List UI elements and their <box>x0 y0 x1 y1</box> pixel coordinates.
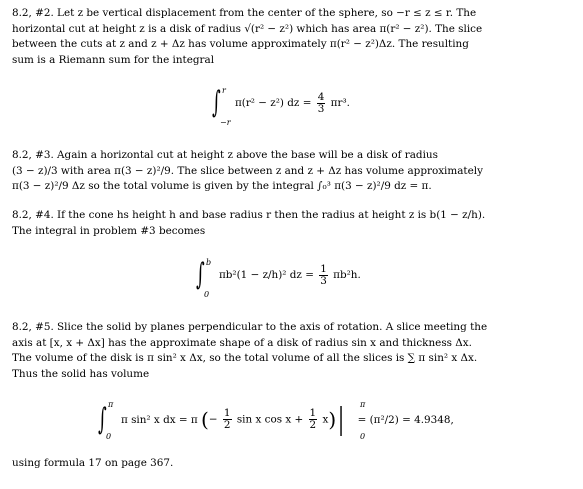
evaluation-bar: | <box>338 402 345 437</box>
integral-lower-limit: 0 <box>106 432 112 441</box>
integrand: π(r² − z²) dz = <box>234 97 312 109</box>
evaluation-upper-limit: π <box>360 400 366 409</box>
numerator: 1 <box>309 407 317 419</box>
text-line: 8.2, #2. Let z be vertical displacement from the center of the sphere, so −r ≤ z ≤ r. The <box>12 7 477 19</box>
paragraph-closing <box>12 456 568 472</box>
fraction <box>309 408 318 431</box>
equation-tail: = (π²/2) = 4.9348, <box>357 413 454 426</box>
text-line: 8.2, #3. Again a horizontal cut at height z above the base will be a disk of radius <box>12 149 438 161</box>
equation-solid-volume <box>98 400 454 441</box>
integrand: πb²(1 − z/h)² dz = <box>218 269 314 281</box>
fraction <box>317 92 326 115</box>
text-line: Thus the solid has volume <box>12 367 150 380</box>
equation-tail: πr³. <box>330 97 350 109</box>
integral-sign: ∫ <box>98 401 107 437</box>
text-line: horizontal cut at height z is a disk of radius √(r² − z²) which has area π(r² − z²). The slice <box>12 22 483 35</box>
text-line: between the cuts at z and z + Δz has volume approximately π(r² − z²)Δz. The resulting <box>12 38 469 51</box>
integral-lower-limit: 0 <box>204 290 210 299</box>
equation-sphere-volume <box>212 85 350 127</box>
equation-middle: sin x cos x + <box>236 413 304 426</box>
equation-middle-2: x <box>322 413 329 426</box>
fraction <box>223 408 232 431</box>
integrand: π sin² x dx = π <box>120 413 198 426</box>
numerator: 1 <box>320 262 327 275</box>
integral-sign: ∫ <box>212 85 221 120</box>
text-line: The integral in problem #3 becomes <box>12 224 206 237</box>
equation-tail: πb²h. <box>333 269 361 281</box>
text-line: (3 − z)/3 with area π(3 − z)²/9. The slice between z and z + Δz has volume approximately <box>12 164 483 177</box>
paragraph-8-2-4 <box>12 208 568 239</box>
denominator: 3 <box>317 102 325 115</box>
text-line: 8.2, #4. If the cone hs height h and base radius r then the radius at height z is b(1 − z/h). <box>12 209 486 221</box>
integral-upper-limit: b <box>206 258 212 267</box>
integral-upper-limit: r <box>222 86 226 95</box>
left-paren: ( <box>201 407 209 432</box>
denominator: 2 <box>309 419 317 431</box>
denominator: 3 <box>320 274 327 287</box>
text-line: π(3 − z)²/9 Δz so the total volume is given by the integral ∫₀³ π(3 − z)²/9 dz = π. <box>12 180 432 193</box>
integral-upper-limit: π <box>108 400 114 409</box>
right-paren: ) <box>328 407 337 432</box>
text-line: The volume of the disk is π sin² x Δx, so the total volume of all the slices is ∑ π sin² x Δx. <box>12 352 478 365</box>
fraction <box>319 264 328 287</box>
integral-sign: ∫ <box>196 257 205 292</box>
text-line: using formula 17 on page 367. <box>12 457 174 469</box>
denominator: 2 <box>223 419 231 431</box>
integral-lower-limit: −r <box>220 118 231 127</box>
paragraph-8-2-5 <box>12 320 568 382</box>
equation-cone-volume <box>196 257 361 299</box>
paragraph-8-2-2 <box>12 6 568 68</box>
text-line: axis at [x, x + Δx] has the approximate shape of a disk of radius sin x and thickness Δx. <box>12 336 472 349</box>
numerator: 4 <box>317 90 325 103</box>
minus-sign: − <box>208 413 218 426</box>
numerator: 1 <box>223 407 231 419</box>
paragraph-8-2-3 <box>12 148 568 195</box>
text-line: sum is a Riemann sum for the integral <box>12 53 215 66</box>
evaluation-lower-limit: 0 <box>360 432 366 441</box>
text-line: 8.2, #5. Slice the solid by planes perpendicular to the axis of rotation. A slice meeting the <box>12 321 488 333</box>
